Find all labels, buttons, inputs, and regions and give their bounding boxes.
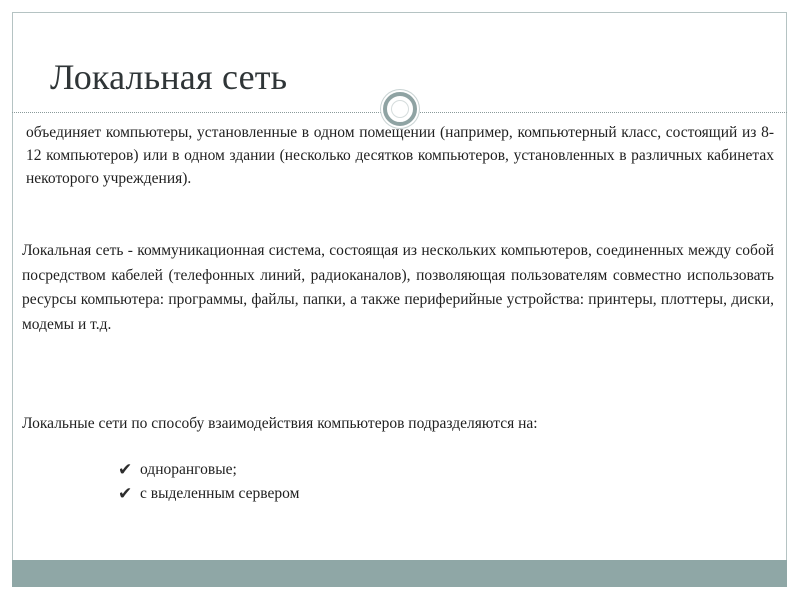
checkmark-icon: ✔ [118,484,133,503]
classification-paragraph: Локальные сети по способу взаимодействия компьютеров подразделяются на: [22,415,538,432]
ring-inner [391,100,409,118]
checkmark-icon: ✔ [118,460,133,479]
list-item-label: с выделенным сервером [140,485,300,502]
network-types-list [118,458,299,506]
definition-paragraph: объединяет компьютеры, установленные в одном помещении (например, компьютерный класс, состоящий из 8-12 компьютеров) или в одном здании (несколько десятков компьютеров, установленных в различных кабинетах некоторого учреждения). [26,124,774,187]
list-item [118,482,299,506]
list-item [118,458,299,482]
description-paragraph: Локальная сеть - коммуникационная система, состоящая из нескольких компьютеров, соединенных между собой посредством кабелей (телефонных линий, радиоканалов), позволяющая пользователям совместно использовать ресурсы компьютера: программы, файлы, папки, а также периферийные устройства: принтеры, плоттеры, диски, модемы и т.д. [22,242,774,333]
slide-title: Локальная сеть [50,57,288,97]
list-item-label: одноранговые; [140,461,237,478]
footer-bar [12,560,787,587]
